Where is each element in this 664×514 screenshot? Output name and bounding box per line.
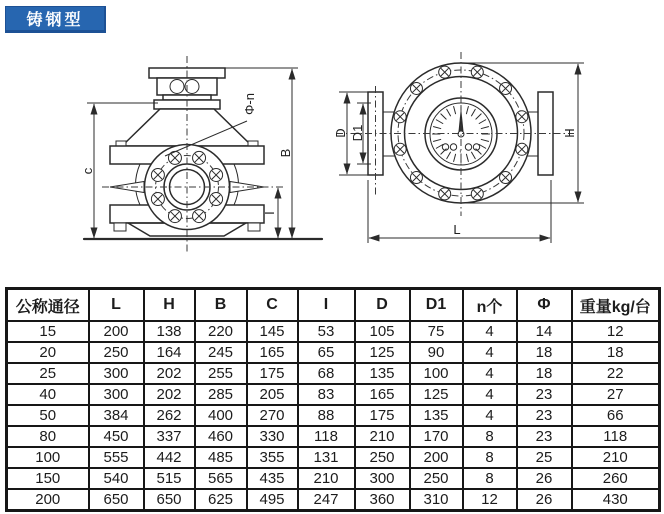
table-cell: 515 bbox=[144, 468, 195, 489]
table-cell: 100 bbox=[410, 363, 463, 384]
table-row bbox=[7, 342, 660, 363]
table-cell: 625 bbox=[195, 489, 247, 511]
table-cell: 15 bbox=[7, 321, 89, 342]
table-cell: 384 bbox=[89, 405, 144, 426]
table-cell: 25 bbox=[7, 363, 89, 384]
table-cell: 90 bbox=[410, 342, 463, 363]
table-cell: 50 bbox=[7, 405, 89, 426]
foot-right bbox=[248, 223, 260, 231]
table-cell: 22 bbox=[572, 363, 660, 384]
table-cell: 540 bbox=[89, 468, 144, 489]
table-cell: 260 bbox=[572, 468, 660, 489]
table-cell: 164 bbox=[144, 342, 195, 363]
table-cell: 68 bbox=[298, 363, 355, 384]
table-cell: 125 bbox=[355, 342, 410, 363]
table-cell: 18 bbox=[517, 342, 572, 363]
table-row bbox=[7, 489, 660, 511]
dim-B-label: B bbox=[278, 148, 293, 158]
table-cell: 26 bbox=[517, 468, 572, 489]
table-cell: 200 bbox=[89, 321, 144, 342]
phi-n-label: Φ-n bbox=[242, 93, 257, 115]
table-row bbox=[7, 405, 660, 426]
table-cell: 18 bbox=[572, 342, 660, 363]
table-row bbox=[7, 447, 660, 468]
table-cell: 250 bbox=[89, 342, 144, 363]
table-cell: 245 bbox=[195, 342, 247, 363]
table-cell: 650 bbox=[89, 489, 144, 511]
table-cell: 4 bbox=[463, 405, 517, 426]
table-cell: 210 bbox=[355, 426, 410, 447]
table-cell: 400 bbox=[195, 405, 247, 426]
table-cell: 4 bbox=[463, 363, 517, 384]
table-cell: 8 bbox=[463, 468, 517, 489]
table-cell: 175 bbox=[247, 363, 298, 384]
dim-I-label: I bbox=[262, 211, 277, 215]
column-header: B bbox=[195, 289, 247, 322]
table-cell: 118 bbox=[298, 426, 355, 447]
table-cell: 285 bbox=[195, 384, 247, 405]
table-row bbox=[7, 384, 660, 405]
table-cell: 66 bbox=[572, 405, 660, 426]
dim-c-label: c bbox=[80, 167, 95, 175]
table-cell: 202 bbox=[144, 384, 195, 405]
table-cell: 300 bbox=[355, 468, 410, 489]
table-cell: 355 bbox=[247, 447, 298, 468]
table-cell: 485 bbox=[195, 447, 247, 468]
table-cell: 200 bbox=[410, 447, 463, 468]
table-cell: 450 bbox=[89, 426, 144, 447]
table-row bbox=[7, 468, 660, 489]
table-cell: 75 bbox=[410, 321, 463, 342]
table-cell: 105 bbox=[355, 321, 410, 342]
table-cell: 165 bbox=[247, 342, 298, 363]
table-cell: 270 bbox=[247, 405, 298, 426]
column-header: L bbox=[89, 289, 144, 322]
table-cell: 8 bbox=[463, 447, 517, 468]
column-header: C bbox=[247, 289, 298, 322]
table-cell: 310 bbox=[410, 489, 463, 511]
table-cell: 40 bbox=[7, 384, 89, 405]
table-cell: 12 bbox=[572, 321, 660, 342]
table-cell: 650 bbox=[144, 489, 195, 511]
column-header: D bbox=[355, 289, 410, 322]
table-cell: 565 bbox=[195, 468, 247, 489]
table-cell: 170 bbox=[410, 426, 463, 447]
type-badge-label: 铸钢型 bbox=[26, 12, 84, 29]
table-cell: 125 bbox=[410, 384, 463, 405]
dim-D1-label: D1 bbox=[350, 124, 365, 142]
table-cell: 23 bbox=[517, 405, 572, 426]
table-cell: 20 bbox=[7, 342, 89, 363]
dim-D-label: D bbox=[333, 128, 348, 138]
table-cell: 435 bbox=[247, 468, 298, 489]
table-cell: 23 bbox=[517, 426, 572, 447]
table-row bbox=[7, 363, 660, 384]
table-cell: 330 bbox=[247, 426, 298, 447]
table-cell: 53 bbox=[298, 321, 355, 342]
table-cell: 430 bbox=[572, 489, 660, 511]
table-cell: 8 bbox=[463, 426, 517, 447]
table-cell: 210 bbox=[572, 447, 660, 468]
table-cell: 262 bbox=[144, 405, 195, 426]
table-cell: 210 bbox=[298, 468, 355, 489]
table-cell: 131 bbox=[298, 447, 355, 468]
table-cell: 100 bbox=[7, 447, 89, 468]
table-cell: 300 bbox=[89, 384, 144, 405]
table-cell: 175 bbox=[355, 405, 410, 426]
table-cell: 250 bbox=[410, 468, 463, 489]
foot-left bbox=[114, 223, 126, 231]
spec-table-header-row bbox=[7, 289, 660, 322]
dim-H-label: H bbox=[562, 128, 577, 138]
table-cell: 4 bbox=[463, 321, 517, 342]
column-header: H bbox=[144, 289, 195, 322]
table-cell: 65 bbox=[298, 342, 355, 363]
table-cell: 255 bbox=[195, 363, 247, 384]
table-cell: 460 bbox=[195, 426, 247, 447]
table-cell: 165 bbox=[355, 384, 410, 405]
table-cell: 14 bbox=[517, 321, 572, 342]
table-cell: 138 bbox=[144, 321, 195, 342]
odometer-comma: , bbox=[459, 143, 462, 154]
table-cell: 83 bbox=[298, 384, 355, 405]
table-row bbox=[7, 321, 660, 342]
table-cell: 4 bbox=[463, 384, 517, 405]
table-cell: 360 bbox=[355, 489, 410, 511]
table-cell: 118 bbox=[572, 426, 660, 447]
column-header: I bbox=[298, 289, 355, 322]
table-cell: 27 bbox=[572, 384, 660, 405]
table-cell: 150 bbox=[7, 468, 89, 489]
dim-L-label: L bbox=[453, 222, 461, 237]
front-view-drawing bbox=[80, 56, 322, 252]
column-header: n个 bbox=[463, 289, 517, 322]
table-cell: 12 bbox=[463, 489, 517, 511]
table-cell: 337 bbox=[144, 426, 195, 447]
table-cell: 205 bbox=[247, 384, 298, 405]
table-cell: 250 bbox=[355, 447, 410, 468]
spec-table bbox=[5, 287, 661, 512]
table-cell: 555 bbox=[89, 447, 144, 468]
table-cell: 23 bbox=[517, 384, 572, 405]
table-cell: 26 bbox=[517, 489, 572, 511]
table-cell: 300 bbox=[89, 363, 144, 384]
table-cell: 88 bbox=[298, 405, 355, 426]
table-cell: 220 bbox=[195, 321, 247, 342]
column-header: 公称通径 bbox=[7, 289, 89, 322]
table-row bbox=[7, 426, 660, 447]
table-cell: 200 bbox=[7, 489, 89, 511]
table-cell: 247 bbox=[298, 489, 355, 511]
spec-table-body bbox=[7, 321, 660, 511]
table-cell: 135 bbox=[410, 405, 463, 426]
table-cell: 4 bbox=[463, 342, 517, 363]
column-header: Φ bbox=[517, 289, 572, 322]
table-cell: 135 bbox=[355, 363, 410, 384]
column-header: D1 bbox=[410, 289, 463, 322]
table-cell: 495 bbox=[247, 489, 298, 511]
column-header: 重量kg/台 bbox=[572, 289, 660, 322]
table-cell: 442 bbox=[144, 447, 195, 468]
table-cell: 202 bbox=[144, 363, 195, 384]
side-view-drawing bbox=[333, 52, 584, 243]
table-cell: 80 bbox=[7, 426, 89, 447]
table-cell: 18 bbox=[517, 363, 572, 384]
table-cell: 145 bbox=[247, 321, 298, 342]
table-cell: 25 bbox=[517, 447, 572, 468]
